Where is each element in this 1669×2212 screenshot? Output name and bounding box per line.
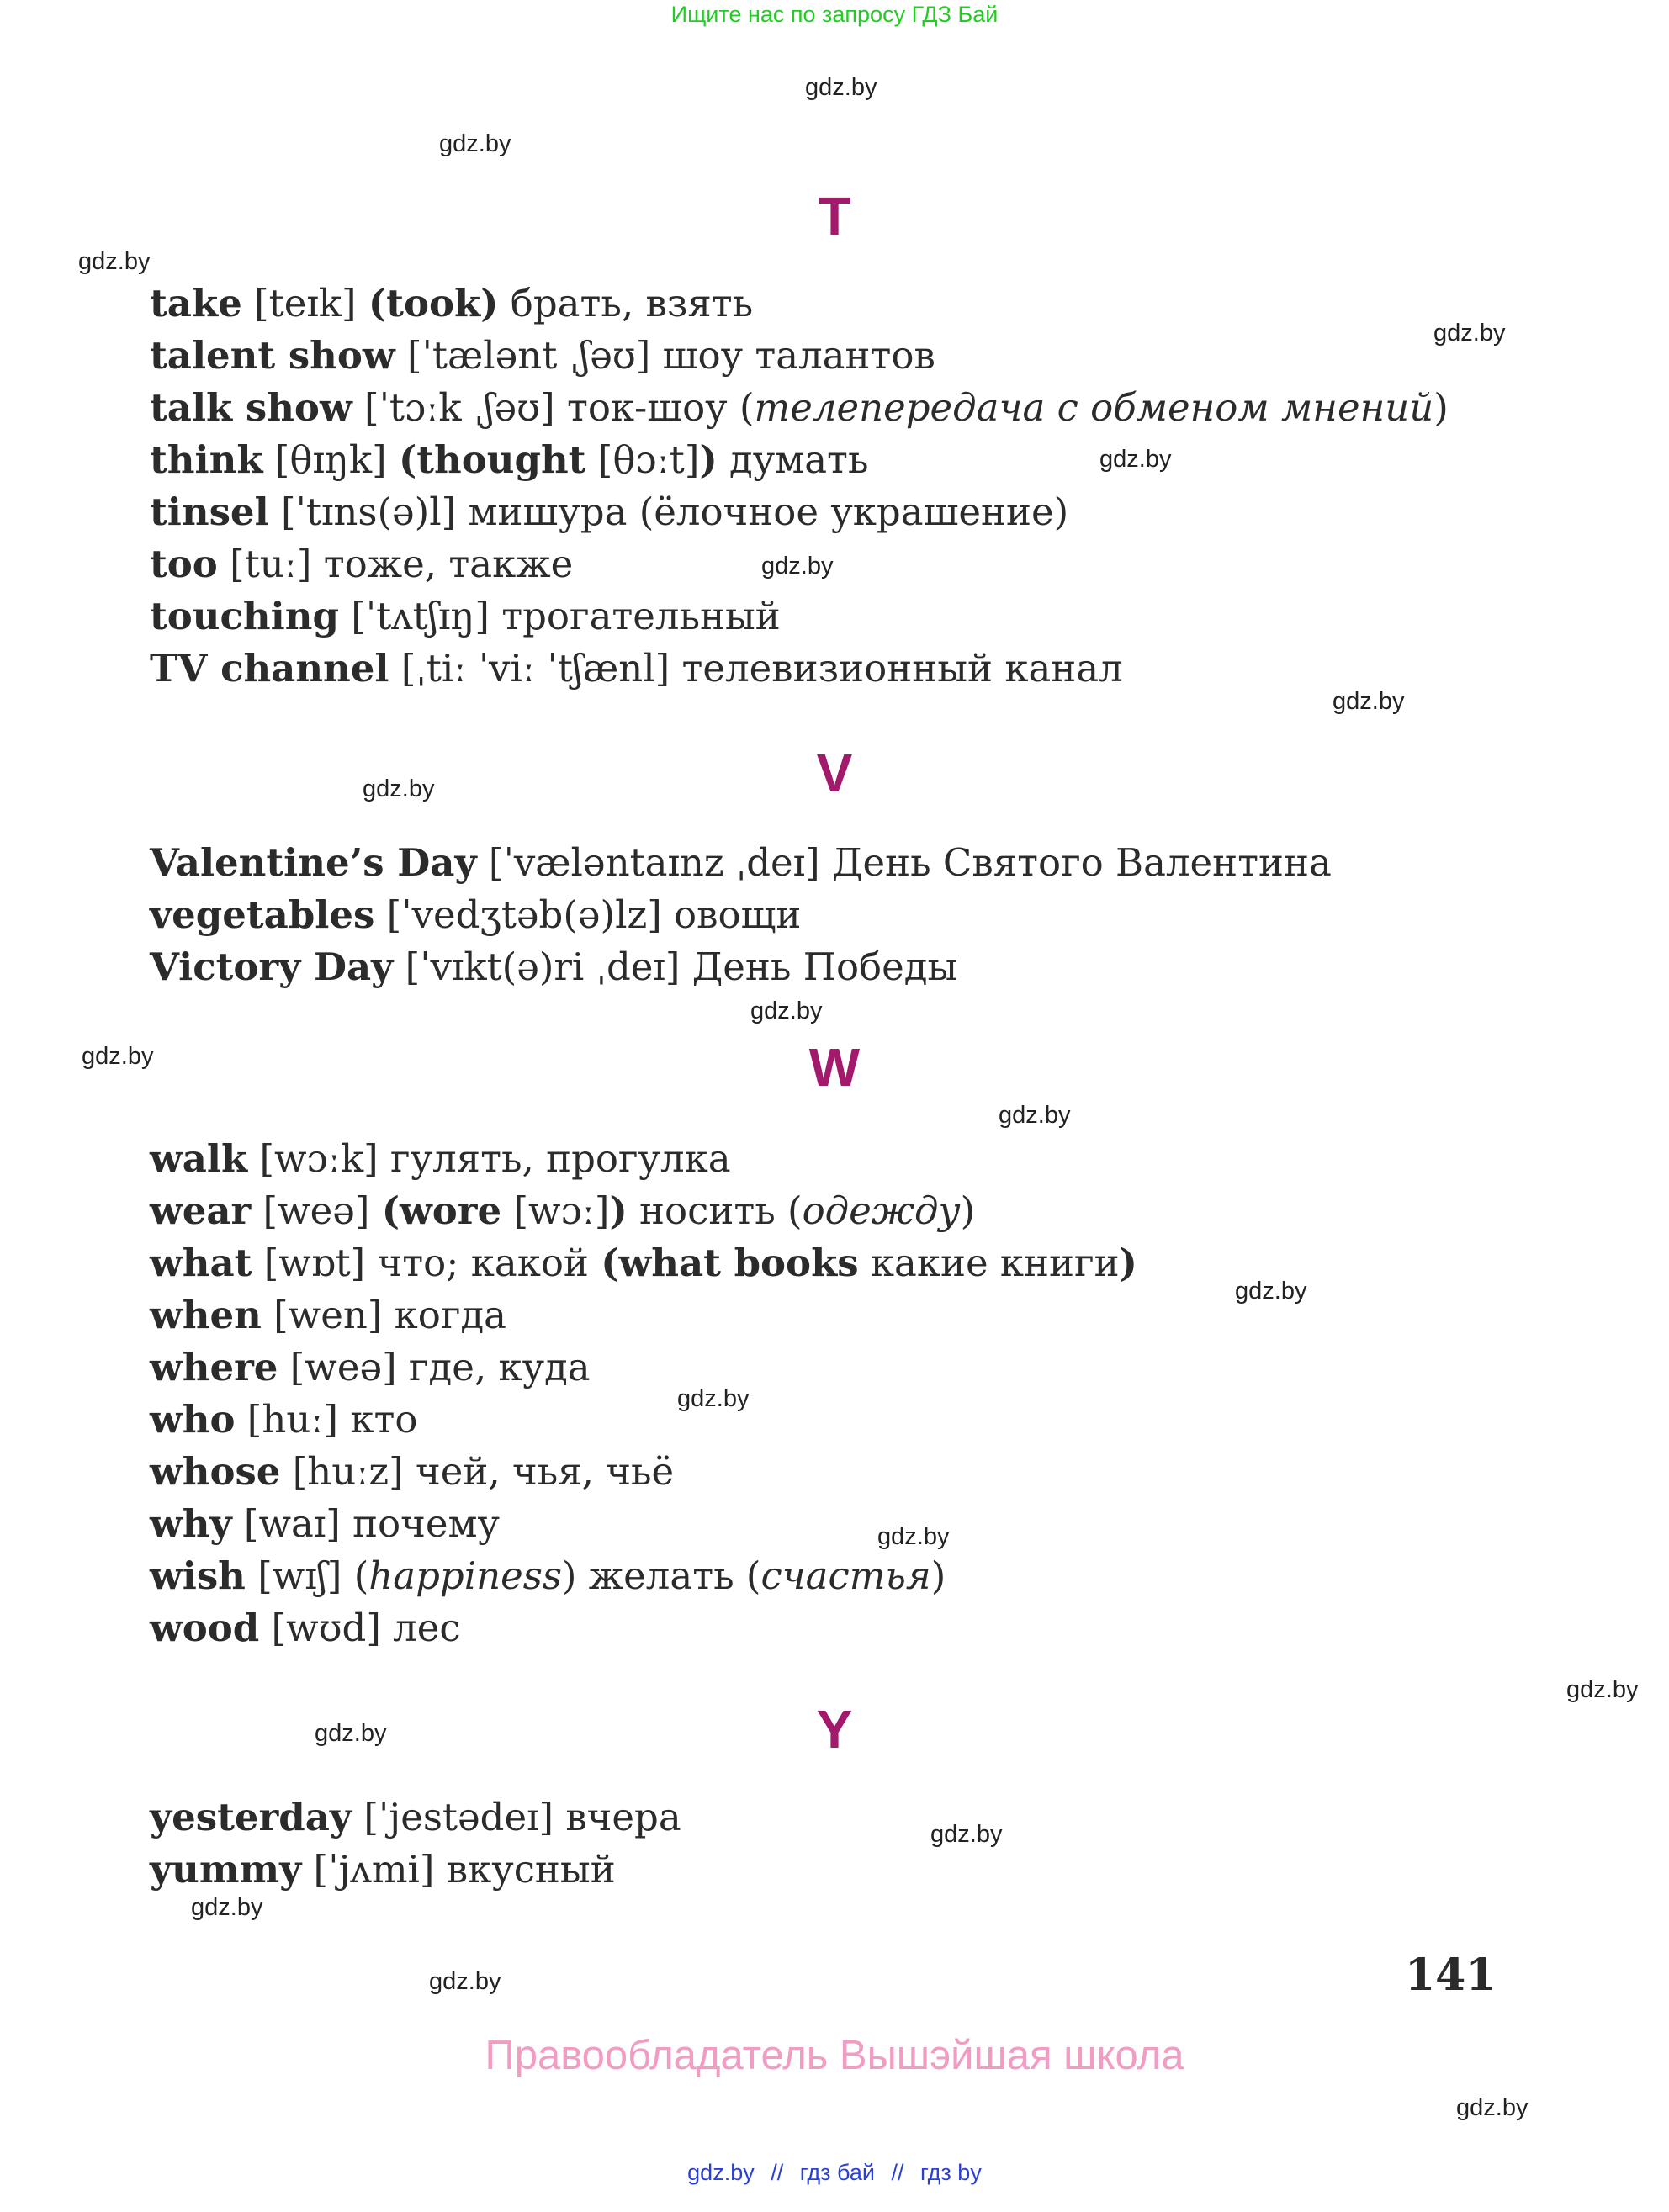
vocab-entry — [150, 1237, 1137, 1289]
vocab-entry — [150, 1550, 1137, 1602]
entry-text: [ˈjestədeɪ] вчера — [352, 1795, 681, 1839]
entry-text: [ˈtʌtʃɪŋ] трогательный — [338, 594, 781, 638]
watermark: gdz.by — [1099, 446, 1172, 473]
headword: ) — [609, 1188, 628, 1233]
watermark: gdz.by — [999, 1102, 1071, 1129]
section-w-entries — [150, 1133, 1137, 1654]
headword: Victory Day — [150, 945, 394, 989]
headword: Valentine’s Day — [150, 840, 477, 885]
headword: walk — [150, 1136, 248, 1181]
headword: touching — [150, 594, 339, 638]
watermark: gdz.by — [429, 1968, 501, 1995]
section-t-entries — [150, 278, 1449, 695]
vocab-entry — [150, 1498, 1137, 1550]
entry-text: [tuː] тоже, также — [217, 542, 574, 586]
headword: who — [150, 1397, 236, 1442]
headword: vegetables — [150, 892, 375, 937]
vocab-entry — [150, 590, 1449, 643]
page-number: 141 — [1405, 1950, 1497, 2001]
headword: wish — [150, 1553, 246, 1598]
vocab-entry — [150, 643, 1449, 695]
watermark: gdz.by — [1333, 688, 1405, 715]
entry-text: [wʊd] лес — [259, 1606, 461, 1650]
entry-text: [wɔːk] гулять, прогулка — [247, 1136, 731, 1181]
entry-text: [wɔː] — [501, 1188, 610, 1233]
link-separator: // — [771, 2160, 784, 2185]
vocab-entry — [150, 941, 1332, 993]
entry-text: [wɪʃ] ( — [245, 1553, 369, 1598]
entry-text: [huːz] чей, чья, чьё — [280, 1449, 675, 1494]
italic-note: одежду — [802, 1188, 961, 1233]
italic-note: счастья — [760, 1553, 931, 1598]
headword: TV channel — [150, 646, 389, 691]
section-v-entries — [150, 837, 1332, 993]
bottom-link[interactable]: gdz.by — [687, 2160, 755, 2185]
headword: tinsel — [150, 489, 269, 534]
watermark: gdz.by — [677, 1385, 750, 1412]
watermark: gdz.by — [1433, 320, 1506, 347]
vocab-entry — [150, 1289, 1137, 1341]
headword: (took) — [368, 281, 499, 325]
headword: (thought — [398, 437, 586, 482]
rights-holder-notice: Правообладатель Вышэйшая школа — [485, 2033, 1184, 2078]
entry-text: [ˈvedʒtəb(ə)lz] овощи — [374, 892, 802, 937]
section-y-entries — [150, 1791, 681, 1896]
watermark: gdz.by — [930, 1821, 1003, 1848]
vocab-entry — [150, 538, 1449, 590]
entry-text: [ˈvæləntaɪnz ˌdeɪ] День Святого Валентина — [476, 840, 1332, 885]
watermark: gdz.by — [1456, 2094, 1529, 2121]
top-banner: Ищите нас по запросу ГДЗ Бай — [670, 2, 999, 27]
bottom-link[interactable]: гдз бай — [799, 2160, 875, 2185]
headword: (wore — [381, 1188, 502, 1233]
headword: yesterday — [150, 1795, 352, 1839]
vocab-entry — [150, 1394, 1137, 1446]
watermark: gdz.by — [315, 1720, 387, 1747]
watermark: gdz.by — [191, 1894, 263, 1921]
link-separator: // — [891, 2160, 904, 2185]
vocab-entry — [150, 837, 1332, 889]
entry-text: [θɔːt] — [585, 437, 700, 482]
vocab-entry — [150, 1185, 1137, 1237]
vocab-entry — [150, 330, 1449, 382]
section-letter-w: W — [808, 1037, 861, 1098]
entry-text: [ˈjʌmi] вкусный — [301, 1847, 616, 1892]
vocab-entry — [150, 434, 1449, 486]
bottom-link[interactable]: гдз by — [920, 2160, 982, 2185]
entry-text: [θɪŋk] — [262, 437, 399, 482]
watermark: gdz.by — [750, 998, 823, 1024]
entry-text: ) желать ( — [561, 1553, 761, 1598]
headword: (what books — [601, 1241, 859, 1285]
vocab-entry — [150, 382, 1449, 434]
entry-text: [ˌtiː ˈviː ˈtʃænl] телевизионный канал — [389, 646, 1123, 691]
headword: think — [150, 437, 263, 482]
entry-text: носить ( — [627, 1188, 803, 1233]
headword: when — [150, 1293, 262, 1337]
entry-text: какие книги — [858, 1241, 1120, 1285]
bottom-links — [0, 2160, 1669, 2186]
italic-note: happiness — [368, 1553, 562, 1598]
entry-text: [ˈtælənt ˌʃəʊ] шоу талантов — [395, 333, 935, 378]
vocab-entry — [150, 1341, 1137, 1394]
watermark: gdz.by — [805, 74, 877, 101]
watermark: gdz.by — [1566, 1676, 1639, 1703]
vocab-entry — [150, 1602, 1137, 1654]
headword: too — [150, 542, 218, 586]
vocab-entry — [150, 1446, 1137, 1498]
headword: yummy — [150, 1847, 302, 1892]
entry-text: [ˈtɪns(ə)l] мишура (ёлочное украшение) — [268, 489, 1069, 534]
entry-text: [weə] где, куда — [278, 1345, 591, 1389]
watermark: gdz.by — [78, 248, 151, 275]
headword: ) — [1119, 1241, 1137, 1285]
entry-text: [weə] — [251, 1188, 382, 1233]
entry-text: ) — [930, 1553, 946, 1598]
section-letter-t: T — [818, 186, 851, 246]
watermark: gdz.by — [1235, 1278, 1307, 1304]
section-letter-y: Y — [816, 1699, 853, 1760]
headword: talk show — [150, 385, 352, 430]
headword: whose — [150, 1449, 281, 1494]
entry-text: брать, взять — [498, 281, 754, 325]
vocab-entry — [150, 1791, 681, 1844]
watermark: gdz.by — [82, 1043, 154, 1070]
headword: where — [150, 1345, 278, 1389]
italic-note: телепередача с обменом мнений — [754, 385, 1434, 430]
watermark: gdz.by — [877, 1523, 950, 1550]
headword: wear — [150, 1188, 252, 1233]
headword: ) — [699, 437, 718, 482]
watermark: gdz.by — [363, 775, 435, 802]
vocab-entry — [150, 486, 1449, 538]
entry-text: [ˈvɪkt(ə)ri ˌdeɪ] День Победы — [393, 945, 958, 989]
entry-text: [ˈtɔːk ˌʃəʊ] ток-шоу ( — [352, 385, 755, 430]
vocab-entry — [150, 278, 1449, 330]
watermark: gdz.by — [761, 553, 834, 579]
vocab-entry — [150, 889, 1332, 941]
entry-text: ) — [1433, 385, 1449, 430]
headword: why — [150, 1501, 232, 1546]
headword: wood — [150, 1606, 260, 1650]
entry-text: [wɒt] что; какой — [252, 1241, 601, 1285]
headword: what — [150, 1241, 252, 1285]
headword: take — [150, 281, 242, 325]
section-letter-v: V — [816, 743, 853, 803]
watermark: gdz.by — [439, 130, 511, 157]
entry-text: думать — [717, 437, 869, 482]
headword: talent show — [150, 333, 395, 378]
entry-text: [huː] кто — [235, 1397, 418, 1442]
entry-text: [wen] когда — [261, 1293, 506, 1337]
entry-text: ) — [960, 1188, 976, 1233]
vocab-entry — [150, 1133, 1137, 1185]
entry-text: [teɪk] — [241, 281, 368, 325]
vocab-entry — [150, 1844, 681, 1896]
entry-text: [waɪ] почему — [231, 1501, 501, 1546]
